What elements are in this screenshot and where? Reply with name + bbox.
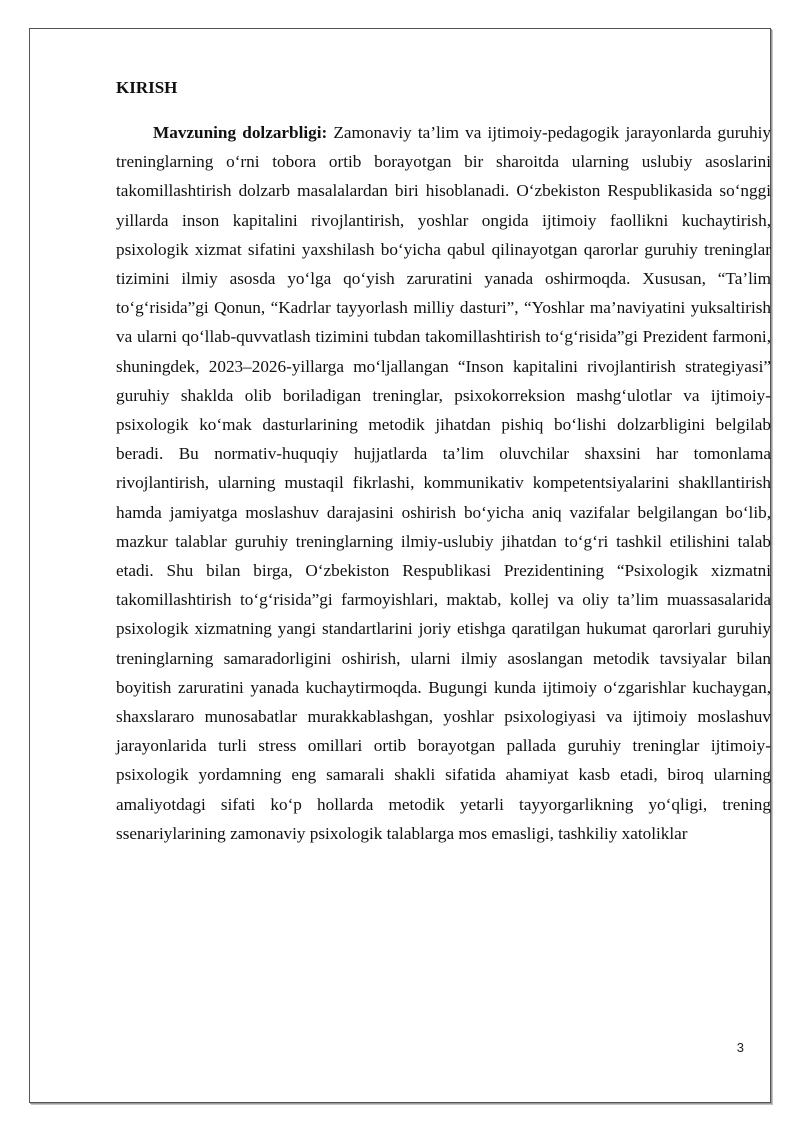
paragraph-lead: Mavzuning dolzarbligi:: [153, 123, 328, 142]
page-content: [116, 72, 771, 848]
section-heading: KIRISH: [116, 78, 178, 97]
page-number: 3: [736, 1040, 744, 1055]
paragraph-text: Zamonaviy ta’lim va ijtimoiy-pedagogik jarayonlarda guruhiy treninglarning o‘rni tobora ortib borayotgan bir sharoitda ularning uslubiy asoslarini takomillashtirish dolzarb masalalardan biri hisoblanadi. O‘zbekiston Respublikasida so‘nggi yillarda inson kapitalini rivojlantirish, yoshlar ongida ijtimoiy faollikni kuchaytirish, psixologik xizmat sifatini yaxshilash bo‘yicha qabul qilinayotgan qarorlar guruhiy treninglar tizimini ilmiy asosda yo‘lga qo‘yish zaruratini yanada oshirmoqda. Xususan, “Ta’lim to‘g‘risida”gi Qonun, “Kadrlar tayyorlash milliy dasturi”, “Yoshlar ma’naviyatini yuksaltirish va ularni qo‘llab-quvvatlash tizimini tubdan takomillashtirish to‘g‘risida”gi Prezident farmoni, shuningdek, 2023–2026-yillarga mo‘ljallangan “Inson kapitalini rivojlantirish strategiyasi” guruhiy shaklda olib boriladigan treninglar, psixokorreksion mashg‘ulotlar va ijtimoiy-psixologik ko‘mak dasturlarining metodik jihatdan pishiq bo‘lishi dolzarbligini belgilab beradi. Bu normativ-huquqiy hujjatlarda ta’lim oluvchilar shaxsini har tomonlama rivojlantirish, ularning mustaqil fikrlashi, kommunikativ kompetentsiyalarini shakllantirish hamda jamiyatga moslashuv darajasini oshirish bo‘yicha aniq vazifalar belgilangan bo‘lib, mazkur talablar guruhiy treninglarning ilmiy-uslubiy jihatdan to‘g‘ri tashkil etilishini talab etadi. Shu bilan birga, O‘zbekiston Respublikasi Prezidentining “Psixologik xizmatni takomillashtirish to‘g‘risida”gi farmoyishlari, maktab, kollej va oliy ta’lim muassasalarida psixologik xizmatning yangi standartlarini joriy etishga qaratilgan hukumat qarorlari guruhiy treninglarning samaradorligini oshirish, ularni ilmiy asoslangan metodik tavsiyalar bilan boyitish zaruratini yanada kuchaytirmoqda. Bugungi kunda ijtimoiy o‘zgarishlar kuchaygan, shaxslararo munosabatlar murakkablashgan, yoshlar psixologiyasi va ijtimoiy moslashuv jarayonlarida turli stress omillari ortib borayotgan pallada guruhiy treninglar ijtimoiy-psixologik yordamning eng samarali shakli sifatida ahamiyat kasb etadi, biroq ularning amaliyotdagi sifati ko‘p hollarda metodik yetarli tayyorgarlikning yo‘qligi, trening ssenariylarining zamonaviy psixologik talablarga mos emasligi, tashkiliy xatoliklar: [116, 123, 771, 843]
body-paragraph: [116, 118, 771, 848]
